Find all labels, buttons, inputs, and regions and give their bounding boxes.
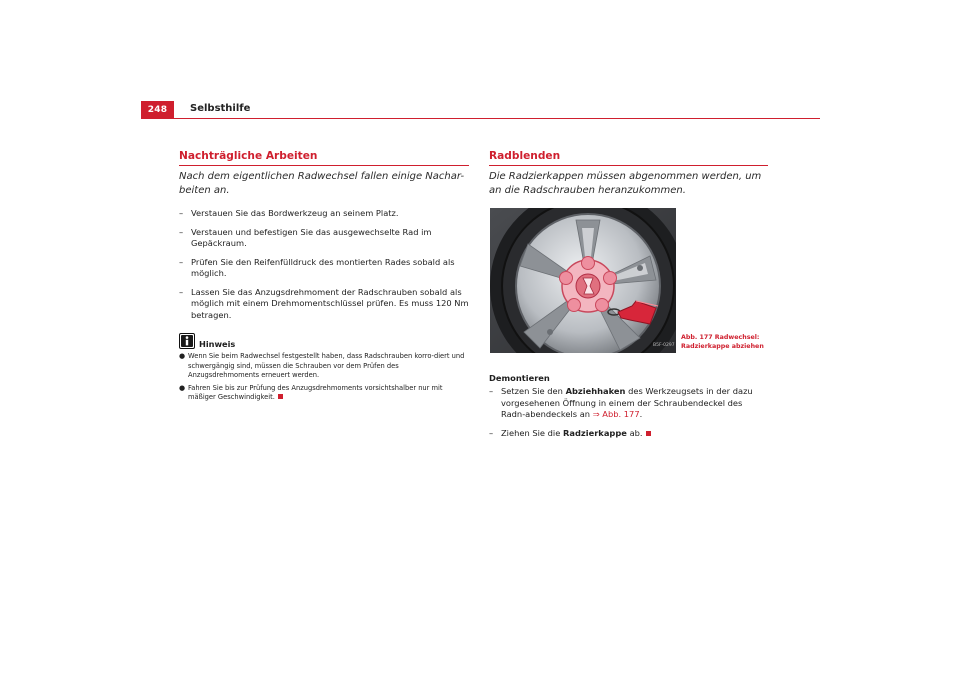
- note-item: [179, 352, 469, 381]
- bullet-icon: ●: [179, 352, 186, 360]
- step-item: [179, 208, 469, 220]
- subsection-heading: Demontieren: [489, 373, 550, 383]
- dash-marker: –: [179, 208, 184, 218]
- figure-reference-link[interactable]: ⇒ Abb. 177: [592, 409, 640, 419]
- note-label: Hinweis: [199, 339, 236, 349]
- running-head: Selbsthilfe: [190, 103, 251, 114]
- note-header: [179, 333, 469, 349]
- caption-line: Abb. 177 Radwechsel:: [681, 334, 760, 341]
- step-text: Verstauen Sie das Bordwerkzeug an seinem Platz.: [191, 208, 399, 218]
- step-text-post: des Werkzeugsets in der dazu vorgesehenen Öffnung in einem der Schraubendeckel des Radn-abendeckels an: [501, 386, 753, 419]
- figure-wrap: [489, 208, 768, 353]
- step-text-bold: Abziehhaken: [565, 386, 626, 396]
- end-of-section-icon: [278, 394, 283, 399]
- dash-marker: –: [179, 286, 184, 297]
- step-text-pre: Setzen Sie den: [501, 386, 566, 396]
- step-item: [489, 428, 768, 440]
- note-box: [179, 333, 469, 403]
- step-text: Verstauen und befestigen Sie das ausgewechselte Rad im Gepäckraum.: [191, 226, 432, 248]
- section-title-nachtraegliche-arbeiten: Nachträgliche Arbeiten: [179, 150, 469, 166]
- step-item: [179, 257, 469, 280]
- header-rule: [174, 118, 820, 119]
- figure-code: B5F-0297: [653, 343, 675, 348]
- dash-marker: –: [179, 256, 184, 267]
- dash-marker: –: [489, 427, 494, 438]
- left-column: [179, 150, 469, 403]
- step-item: [179, 227, 469, 250]
- step-text: Prüfen Sie den Reifenfülldruck des montierten Rades sobald als möglich.: [191, 256, 455, 278]
- note-text: Fahren Sie bis zur Prüfung des Anzugsdrehmoments vorsichtshalber nur mit mäßiger Geschwindigkeit.: [188, 383, 443, 401]
- dash-marker: –: [489, 386, 494, 396]
- step-text-pre: Ziehen Sie die: [501, 427, 563, 438]
- note-text: Wenn Sie beim Radwechsel festgestellt haben, dass Radschrauben korro-diert und schwergängig sind, müssen die Schrauben vor dem Prüfen des Anzugsdrehmoments erneuert werden.: [188, 352, 465, 379]
- figure-caption: [681, 334, 776, 351]
- step-text-post: ab.: [626, 427, 643, 438]
- step-item: [179, 287, 469, 322]
- wheel-cover-figure: [490, 208, 676, 353]
- step-item: [489, 386, 768, 421]
- info-note-icon: [179, 333, 195, 349]
- step-list: [179, 208, 469, 321]
- section-title-radblenden: Radblenden: [489, 150, 768, 166]
- end-of-section-icon: [646, 431, 651, 436]
- right-column: [489, 150, 768, 446]
- section-intro: Nach dem eigentlichen Radwechsel fallen einige Nachar-beiten an.: [179, 171, 465, 196]
- caption-line: Radzierkappe abziehen: [681, 342, 764, 350]
- section-intro: Die Radzierkappen müssen abgenommen werden, um an die Radschrauben heranzukommen.: [489, 171, 762, 196]
- step-text-end: .: [639, 409, 643, 419]
- step-text-bold: Radzierkappe: [562, 427, 627, 438]
- note-item: [179, 384, 469, 403]
- dash-marker: –: [179, 226, 184, 237]
- step-list: [489, 386, 768, 439]
- wheel-illustration: [490, 208, 676, 353]
- step-text: Lassen Sie das Anzugsdrehmoment der Radschrauben sobald als möglich mit einem Drehmomentschlüssel prüfen. Es muss 120 Nm betragen.: [191, 286, 469, 320]
- page-number: 248: [141, 101, 174, 119]
- bullet-icon: ●: [179, 383, 186, 392]
